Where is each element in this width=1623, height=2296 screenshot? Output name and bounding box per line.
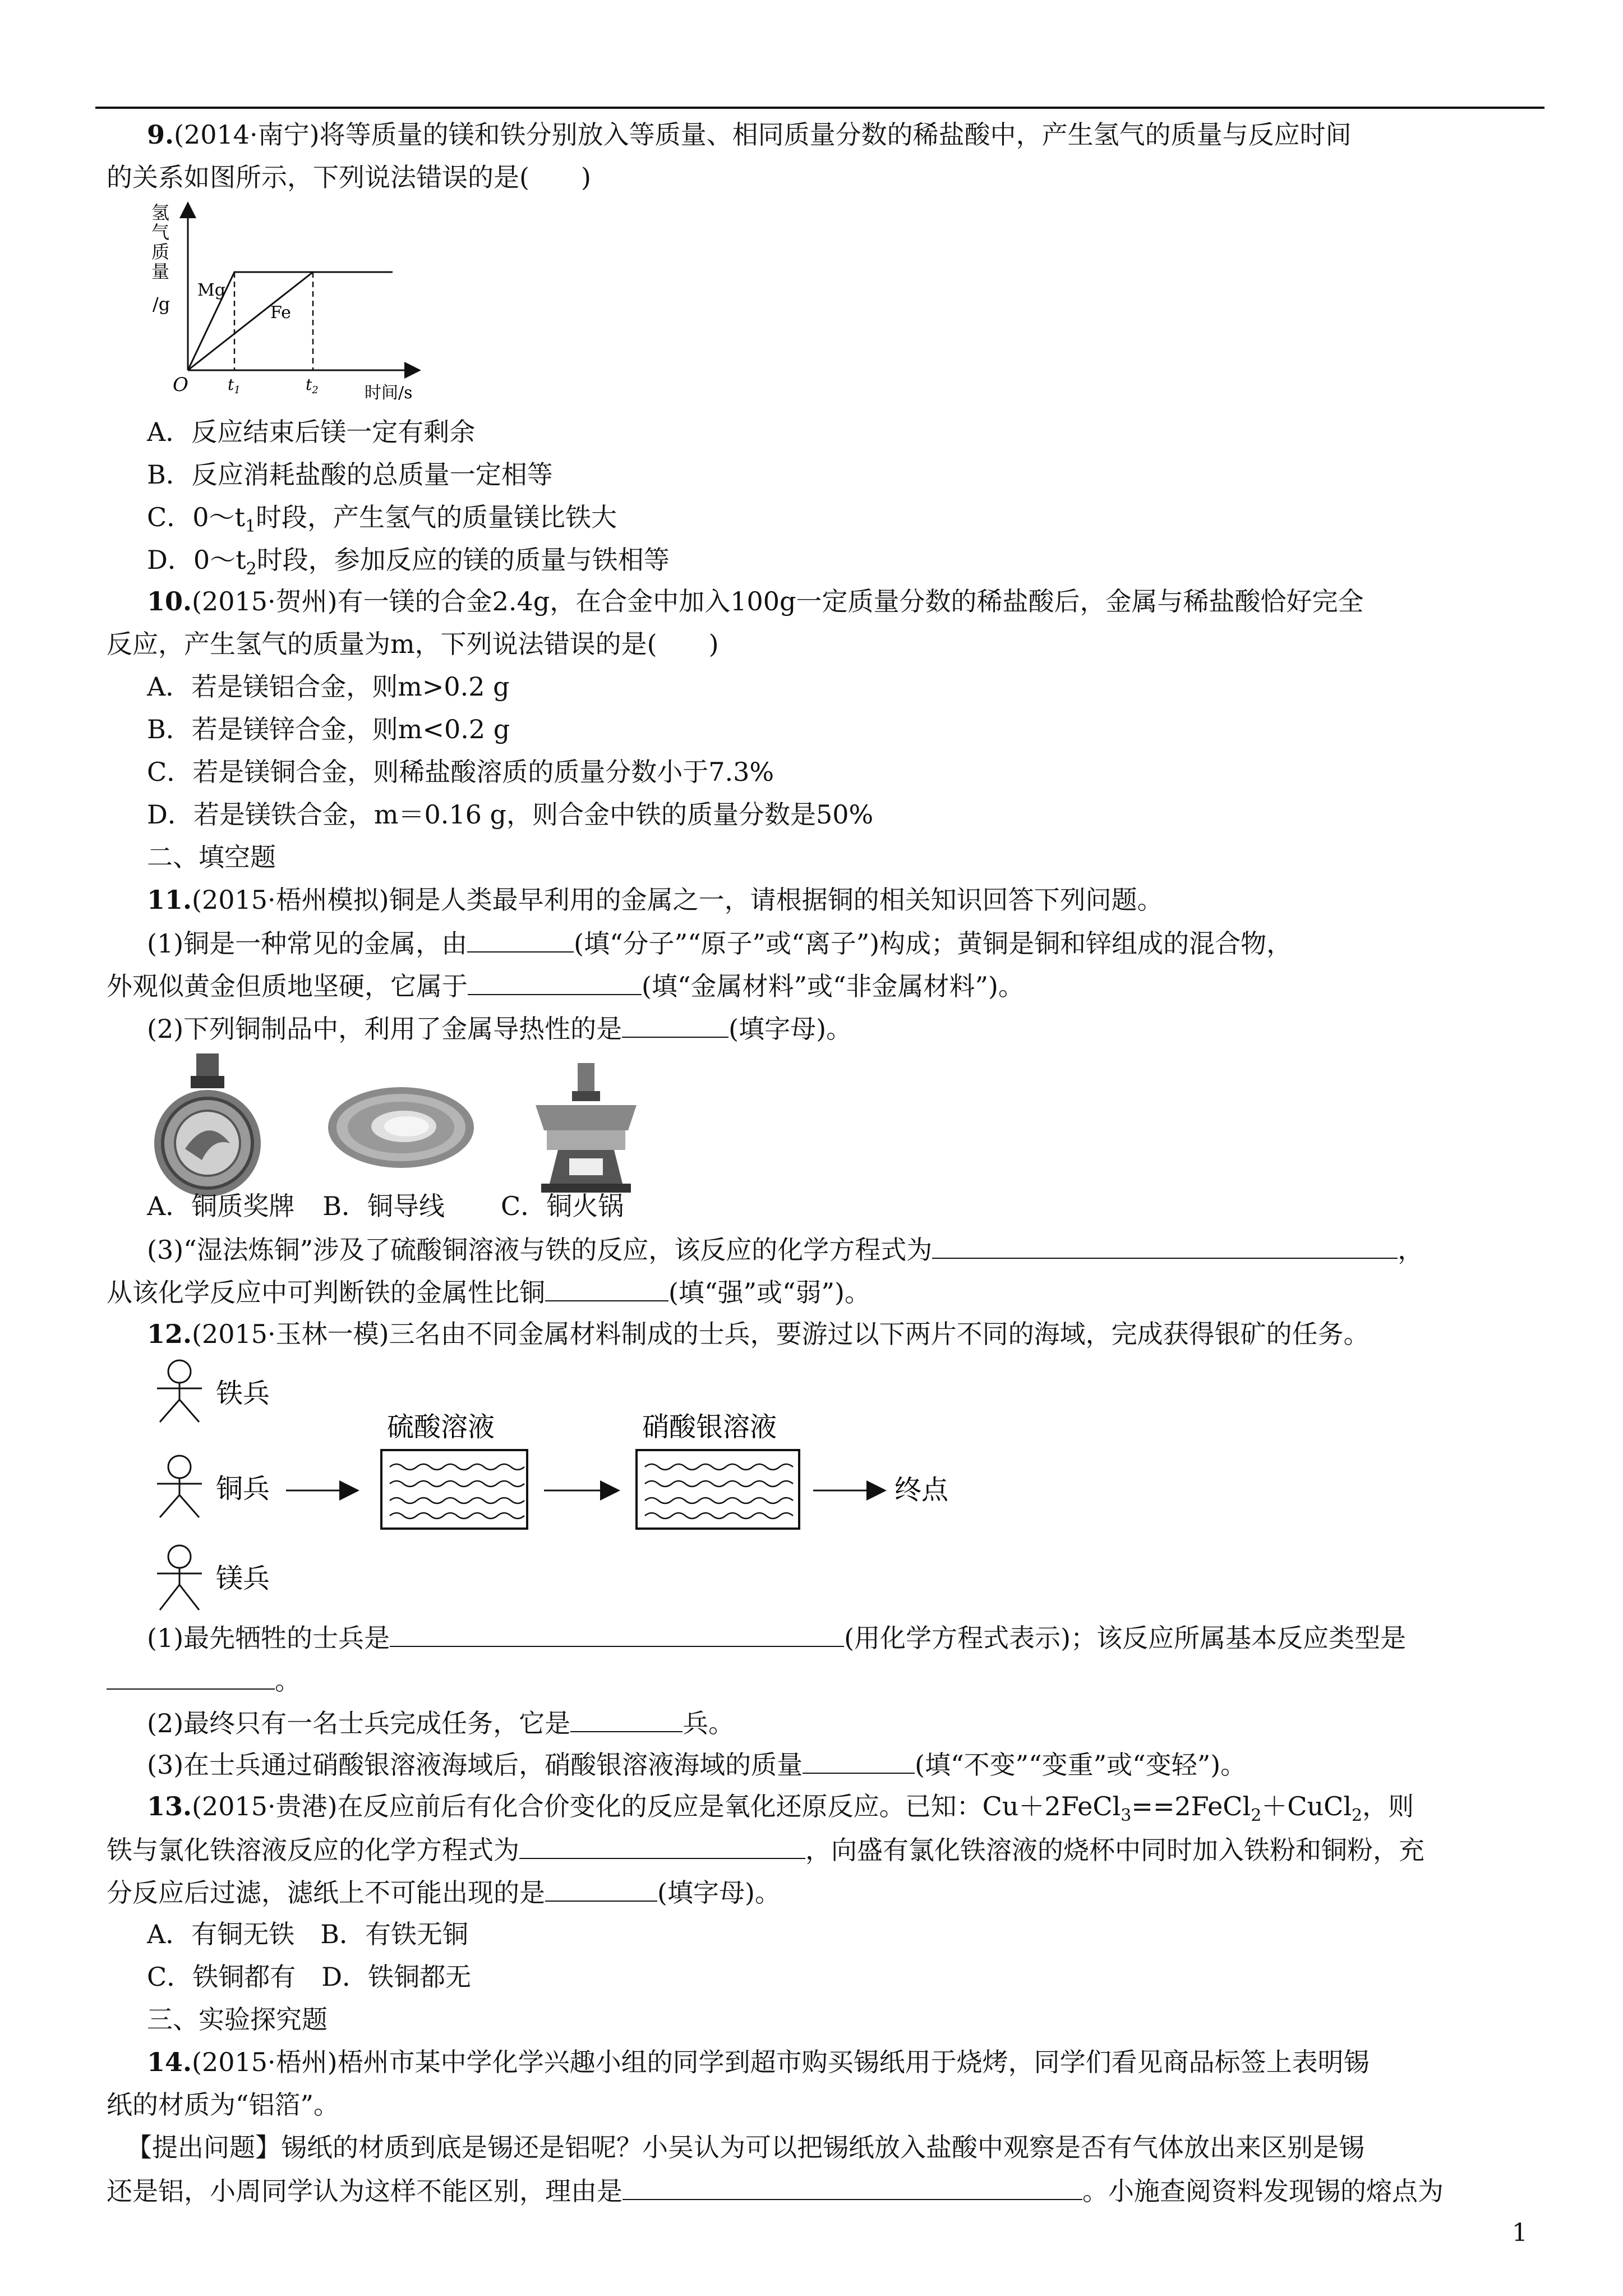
origin-label: O bbox=[173, 374, 188, 396]
sea-1-waves bbox=[390, 1464, 524, 1519]
q13-line-3: 分反应后过滤，滤纸上不可能出现的是 (填字母)。 bbox=[107, 1875, 781, 1910]
mg-label: Mg bbox=[197, 280, 225, 300]
q11-number: 11. bbox=[147, 885, 192, 915]
copper-medal-image bbox=[151, 1053, 264, 1199]
page-number: 1 bbox=[1512, 2219, 1528, 2247]
answer-blank[interactable] bbox=[932, 1232, 1398, 1259]
q12-line-1: 12.(2015·玉林一模)三名由不同金属材料制成的士兵，要游过以下两片不同的海域，完成获得银矿的任务。 bbox=[147, 1319, 1370, 1349]
q13-line-2: 铁与氯化铁溶液反应的化学方程式为 ，向盛有氯化铁溶液的烧杯中同时加入铁粉和铜粉，充 bbox=[107, 1832, 1424, 1867]
sea-1-label: 硫酸溶液 bbox=[387, 1411, 495, 1443]
answer-blank[interactable] bbox=[623, 2173, 1082, 2200]
answer-blank[interactable] bbox=[545, 1274, 668, 1301]
q9-text-1: (2014·南宁)将等质量的镁和铁分别放入等质量、相同质量分数的稀盐酸中，产生氢气的质量与反应时间 bbox=[174, 119, 1352, 150]
q13-options-2: C．铁铜都有 D．铁铜都无 bbox=[147, 1962, 472, 1992]
y-axis-label-2: 气 bbox=[151, 222, 170, 243]
soldier-figure bbox=[157, 1456, 202, 1517]
q10-number: 10. bbox=[147, 586, 192, 616]
end-label: 终点 bbox=[895, 1474, 949, 1506]
q12-number: 12. bbox=[147, 1319, 192, 1349]
fe-label: Fe bbox=[270, 303, 291, 323]
answer-blank[interactable] bbox=[468, 968, 642, 995]
q9-option-b: B．反应消耗盐酸的总质量一定相等 bbox=[147, 459, 553, 490]
y-axis-label-3: 质 bbox=[151, 241, 170, 263]
q10-option-b: B．若是镁锌合金，则m<0.2 g bbox=[147, 714, 510, 744]
q11-option-a: A．铜质奖牌 bbox=[147, 1191, 295, 1221]
q11-part1-line1: (1)铜是一种常见的金属，由 (填“分子”“原子”或“离子”)构成；黄铜是铜和锌组成的混合物， bbox=[147, 926, 1292, 960]
q14-number: 14. bbox=[147, 2047, 192, 2077]
sea-2-waves bbox=[645, 1464, 793, 1519]
copper-hotpot-image bbox=[530, 1063, 642, 1195]
section-3-heading: 三、实验探究题 bbox=[147, 2004, 328, 2035]
answer-blank[interactable] bbox=[545, 1875, 657, 1902]
q11-option-c: C．铜火锅 bbox=[501, 1191, 624, 1221]
sea-2-label: 硝酸银溶液 bbox=[642, 1411, 777, 1443]
q12-part1-line1: (1)最先牺牲的士兵是 (用化学方程式表示)；该反应所属基本反应类型是 bbox=[147, 1620, 1406, 1655]
q9-option-d: D．$0\sim t_2$时段，参加反应的镁的质量与铁相等 bbox=[147, 545, 670, 579]
t1-label: $t_1$ bbox=[228, 375, 241, 396]
q12-diagram bbox=[140, 1358, 1015, 1621]
x-axis-label: 时间/s bbox=[365, 383, 413, 403]
y-axis-label-1: 氢 bbox=[151, 202, 170, 223]
section-2-heading: 二、填空题 bbox=[147, 842, 276, 872]
q12-part2: (2)最终只有一名士兵完成任务，它是 兵。 bbox=[147, 1705, 734, 1740]
q9-option-a: A．反应结束后镁一定有剩余 bbox=[147, 417, 476, 447]
soldier-iron-label: 铁兵 bbox=[216, 1378, 270, 1409]
q14-line-3: 【提出问题】锡纸的材质到底是锡还是铝呢？小吴认为可以把锡纸放入盐酸中观察是否有气体放出来区别是锡 bbox=[126, 2132, 1364, 2162]
q9-chart bbox=[135, 199, 449, 407]
q11-options bbox=[147, 1189, 624, 1223]
soldier-magnesium-label: 镁兵 bbox=[216, 1563, 270, 1594]
q13-number: 13. bbox=[147, 1791, 192, 1821]
soldier-copper-label: 铜兵 bbox=[216, 1473, 270, 1504]
q12-part3: (3)在士兵通过硝酸银溶液海域后，硝酸银溶液海域的质量 (填“不变”“变重”或“变轻”)。 bbox=[147, 1747, 1246, 1782]
answer-blank[interactable] bbox=[519, 1832, 805, 1859]
soldier-figure bbox=[157, 1545, 202, 1610]
q10-option-d: D．若是镁铁合金，m＝0.16 g，则合金中铁的质量分数是50% bbox=[147, 799, 874, 830]
y-axis-label-5: /g bbox=[153, 293, 170, 315]
q11-line-1: 11.(2015·梧州模拟)铜是人类最早利用的金属之一，请根据铜的相关知识回答下列问题。 bbox=[147, 885, 1163, 915]
soldier-figure bbox=[157, 1360, 202, 1422]
q9-line-2: 的关系如图所示，下列说法错误的是( ) bbox=[107, 162, 591, 192]
q11-part1-line2: 外观似黄金但质地坚硬，它属于 (填“金属材料”或“非金属材料”)。 bbox=[107, 968, 1024, 1003]
copper-wire-image bbox=[325, 1083, 477, 1172]
q11-part3-line1: (3)“湿法炼铜”涉及了硫酸铜溶液与铁的反应，该反应的化学方程式为 ， bbox=[147, 1232, 1423, 1267]
answer-blank[interactable] bbox=[107, 1663, 275, 1690]
q11-option-b: B．铜导线 bbox=[322, 1191, 445, 1221]
q13-line-1: 13.(2015·贵港)在反应前后有化合价变化的反应是氧化还原反应。已知：Cu＋2FeCl$_3$==2FeCl$_2$＋CuCl$_2$，则 bbox=[147, 1791, 1414, 1826]
q10-option-c: C．若是镁铜合金，则稀盐酸溶质的质量分数小于7.3% bbox=[147, 757, 774, 787]
q9-number: 9. bbox=[147, 119, 174, 150]
answer-blank[interactable] bbox=[803, 1747, 915, 1774]
q12-part1-line2: 。 bbox=[107, 1663, 301, 1697]
q14-line-1: 14.(2015·梧州)梧州市某中学化学兴趣小组的同学到超市购买锡纸用于烧烤，同学们看见商品标签上表明锡 bbox=[147, 2047, 1370, 2077]
y-axis-label-4: 量 bbox=[151, 261, 170, 282]
q14-line-2: 纸的材质为“铝箔”。 bbox=[107, 2090, 340, 2120]
answer-blank[interactable] bbox=[570, 1705, 683, 1732]
q9-option-c: C．$0\sim t_1$时段，产生氢气的质量镁比铁大 bbox=[147, 502, 617, 537]
sea-1-box bbox=[381, 1450, 527, 1529]
t2-label: $t_2$ bbox=[306, 375, 319, 396]
q9-line-1 bbox=[147, 118, 1352, 151]
q13-options-1: A．有铜无铁 B．有铁无铜 bbox=[147, 1919, 469, 1949]
answer-blank[interactable] bbox=[390, 1620, 844, 1647]
q10-line-1: 10.(2015·贺州)有一镁的合金2.4g，在合金中加入100g一定质量分数的稀盐酸后，金属与稀盐酸恰好完全 bbox=[147, 586, 1364, 616]
q10-line-2: 反应，产生氢气的质量为m，下列说法错误的是( ) bbox=[107, 629, 719, 659]
q11-part3-line2: 从该化学反应中可判断铁的金属性比铜 (填“强”或“弱”)。 bbox=[107, 1274, 870, 1309]
top-rule bbox=[95, 107, 1544, 109]
answer-blank[interactable] bbox=[467, 926, 574, 953]
answer-blank[interactable] bbox=[622, 1011, 728, 1038]
q14-line-4: 还是铝，小周同学认为这样不能区别，理由是 。小施查阅资料发现锡的熔点为 bbox=[107, 2173, 1444, 2208]
q11-part2: (2)下列铜制品中，利用了金属导热性的是 (填字母)。 bbox=[147, 1011, 852, 1046]
q10-option-a: A．若是镁铝合金，则m>0.2 g bbox=[147, 671, 510, 702]
